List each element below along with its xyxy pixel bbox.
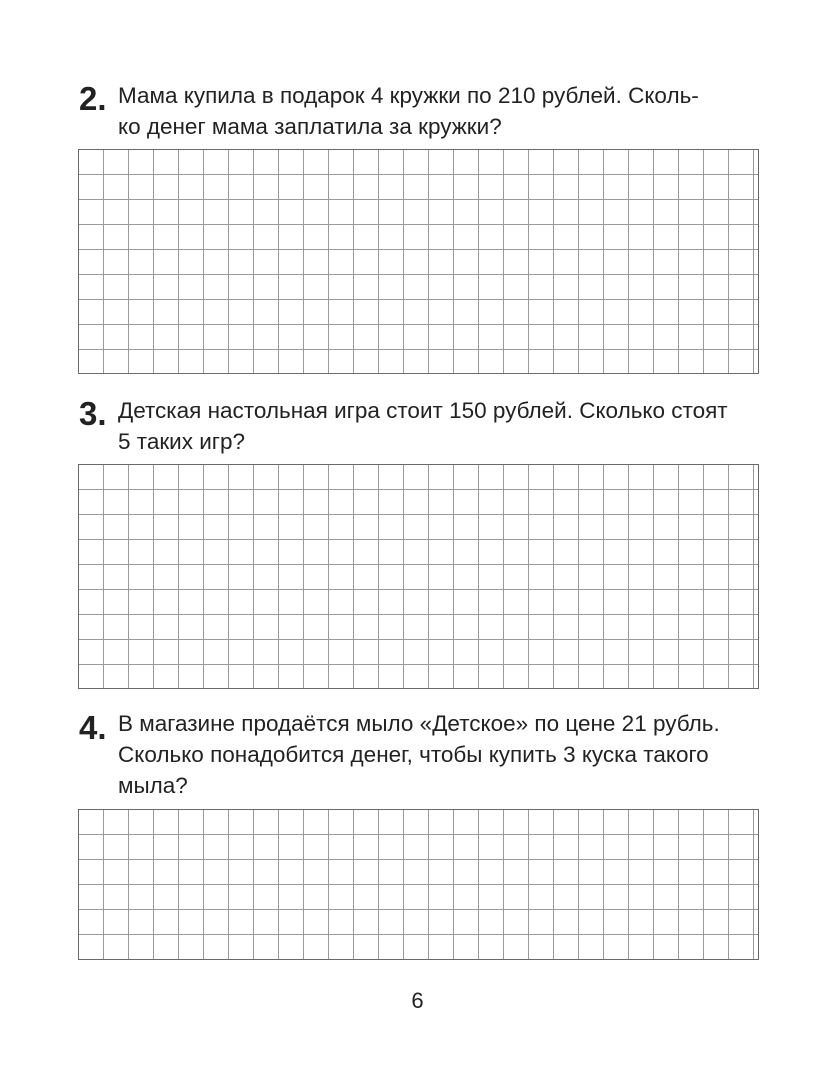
page-number: 6 xyxy=(411,988,424,1013)
task-number: 2. xyxy=(79,80,107,117)
task-text-line: ко денег мама заплатила за кружки? xyxy=(118,114,502,139)
task-text-line: Детская настольная игра стоит 150 рублей. Сколько стоят xyxy=(118,398,728,423)
task-text-line: Мама купила в подарок 4 кружки по 210 рублей. Сколь- xyxy=(118,83,699,108)
answer-grid[interactable] xyxy=(78,464,759,689)
task-number: 3. xyxy=(79,395,107,432)
task-text-line: 5 таких игр? xyxy=(118,429,246,454)
answer-grid[interactable] xyxy=(78,149,759,374)
task-text xyxy=(118,395,728,457)
task-text xyxy=(118,708,720,801)
task-text-line: В магазине продаётся мыло «Детское» по цене 21 рубль. xyxy=(118,711,720,736)
task-text-line: Сколько понадобится денег, чтобы купить 3 куска такого xyxy=(118,742,709,767)
answer-grid[interactable] xyxy=(78,809,759,960)
task-text-line: мыла? xyxy=(118,773,188,798)
task-text xyxy=(118,80,699,142)
task-number: 4. xyxy=(79,709,107,746)
